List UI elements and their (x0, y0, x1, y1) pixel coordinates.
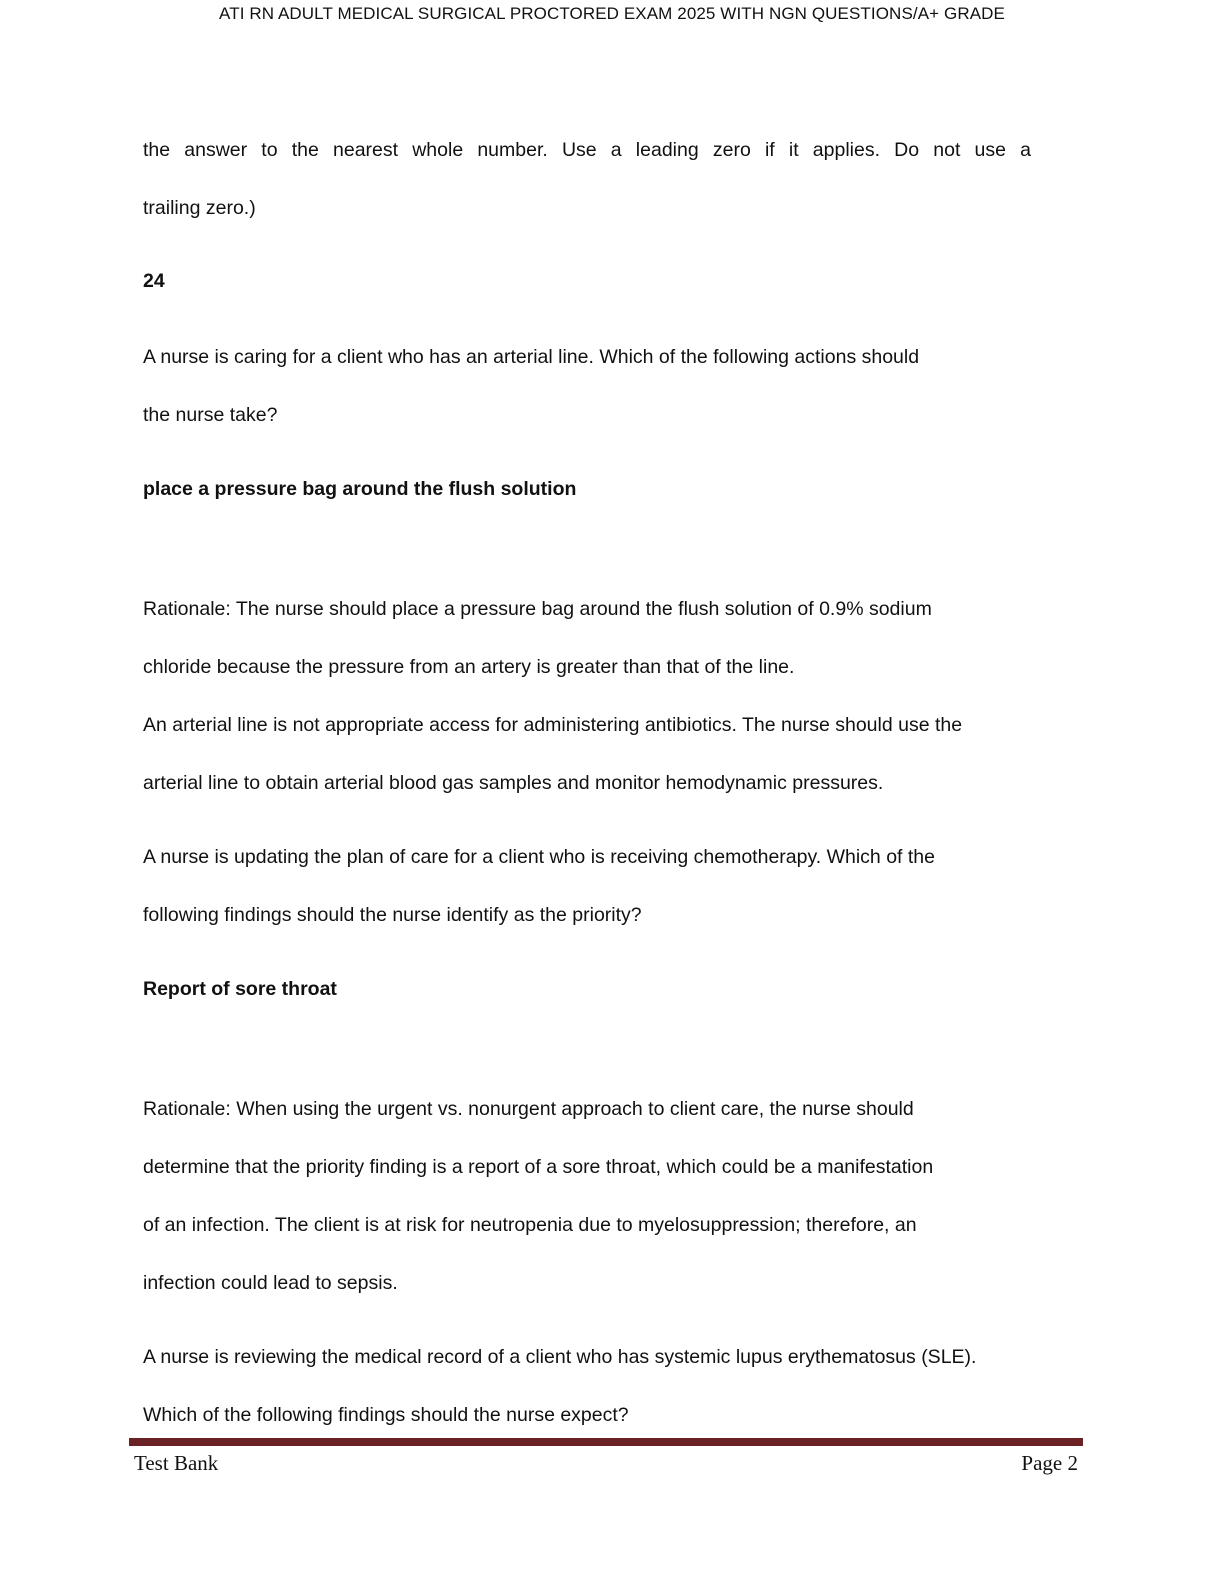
question-text-line: following findings should the nurse identify as the priority? (143, 904, 642, 926)
question-text-line: A nurse is reviewing the medical record of a client who has systemic lupus erythematosus (SLE). (143, 1346, 977, 1368)
answer-value: 24 (143, 270, 165, 292)
footer-label: Test Bank (134, 1451, 219, 1475)
question-text-line: the nurse take? (143, 404, 278, 426)
answer-text: Report of sore throat (143, 978, 337, 1000)
page-header: ATI RN ADULT MEDICAL SURGICAL PROCTORED EXAM 2025 WITH NGN QUESTIONS/A+ GRADE (219, 4, 1005, 23)
answer-text: place a pressure bag around the flush solution (143, 478, 577, 500)
question-text-line: A nurse is updating the plan of care for a client who is receiving chemotherapy. Which of the (143, 846, 935, 868)
question-text-line: trailing zero.) (143, 197, 256, 219)
rationale-line: arterial line to obtain arterial blood gas samples and monitor hemodynamic pressures. (143, 772, 884, 794)
rationale-line: infection could lead to sepsis. (143, 1272, 398, 1294)
rationale-line: determine that the priority finding is a report of a sore throat, which could be a manifestation (143, 1156, 934, 1178)
rationale-line: chloride because the pressure from an artery is greater than that of the line. (143, 656, 795, 678)
footer-divider (129, 1438, 1083, 1446)
question-text-line: A nurse is caring for a client who has an arterial line. Which of the following actions should (143, 346, 920, 368)
question-text-line: Which of the following findings should the nurse expect? (143, 1404, 629, 1426)
rationale-line: Rationale: The nurse should place a pressure bag around the flush solution of 0.9% sodium (143, 598, 932, 620)
rationale-line: of an infection. The client is at risk for neutropenia due to myelosuppression; therefore, an (143, 1214, 917, 1236)
question-text-line: the answer to the nearest whole number. Use a leading zero if it applies. Do not use a (143, 139, 1031, 161)
rationale-line: Rationale: When using the urgent vs. nonurgent approach to client care, the nurse should (143, 1098, 914, 1120)
rationale-line: An arterial line is not appropriate access for administering antibiotics. The nurse should use the (143, 714, 963, 736)
page-number: Page 2 (1021, 1451, 1078, 1475)
